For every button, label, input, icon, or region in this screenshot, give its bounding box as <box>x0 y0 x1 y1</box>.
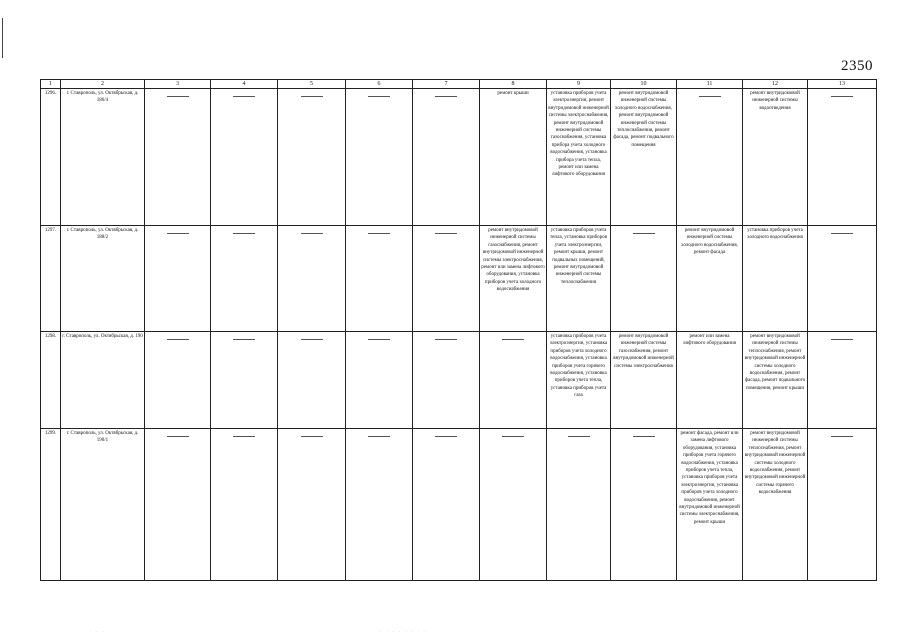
row-number: 1296. <box>41 89 61 226</box>
dash-mark <box>831 436 853 437</box>
header-cell: 9 <box>547 80 611 89</box>
empty-cell <box>346 89 413 226</box>
dash-mark <box>368 339 390 340</box>
empty-cell <box>413 226 480 332</box>
empty-cell <box>145 332 211 429</box>
dash-mark <box>831 96 853 97</box>
dash-mark <box>167 339 189 340</box>
dash-mark <box>301 339 323 340</box>
empty-cell <box>346 429 413 581</box>
header-cell: 13 <box>808 80 877 89</box>
empty-cell <box>145 226 211 332</box>
header-cell: 3 <box>145 80 211 89</box>
table-row <box>41 332 877 429</box>
header-cell: 4 <box>211 80 278 89</box>
dash-mark <box>167 436 189 437</box>
header-row <box>41 80 877 89</box>
empty-cell <box>413 429 480 581</box>
dash-mark <box>301 233 323 234</box>
empty-cell <box>547 429 611 581</box>
empty-cell <box>278 429 346 581</box>
dash-mark <box>233 96 255 97</box>
header-cell: 7 <box>413 80 480 89</box>
empty-cell <box>611 429 677 581</box>
scan-speckle: · · · · · · · · <box>380 629 428 634</box>
empty-cell <box>211 226 278 332</box>
header-cell: 5 <box>278 80 346 89</box>
dash-mark <box>699 96 721 97</box>
header-cell: 2 <box>61 80 145 89</box>
dash-mark <box>368 96 390 97</box>
works-cell: установка приборов учета электроэнергии, ремонт внутридомовой инженерной системы электроснабжения, ремонт внутридомовой инженерной системы газоснабжения, установка прибора учета холодного водоснабжения, установка прибора учета тепла, ремонт или замена лифтового оборудования <box>547 89 611 226</box>
empty-cell <box>211 89 278 226</box>
header-cell: 11 <box>677 80 743 89</box>
dash-mark <box>368 233 390 234</box>
works-cell: ремонт внутридомовой инженерной системы газоснабжения, ремонт внутридомовой инженерной системы электроснабжения, ремонт или замена лифтового оборудования, установка приборов учета холодного водоснабжения <box>480 226 547 332</box>
empty-cell <box>480 332 547 429</box>
works-cell: ремонт внутридомовой инженерной системы водоотведения <box>743 89 808 226</box>
works-cell: установка приборов учета тепла, установка приборов учета электроэнергии, ремонт крыши, ремонт подвальных помещений, ремонт внутридомовой инженерной системы теплоснабжения <box>547 226 611 332</box>
dash-mark <box>502 436 524 437</box>
empty-cell <box>677 89 743 226</box>
dash-mark <box>435 233 457 234</box>
works-cell: ремонт внутридомовой инженерной системы холодного водоснабжения, ремонт фасада <box>677 226 743 332</box>
dash-mark <box>233 436 255 437</box>
works-cell: ремонт внутридомовой инженерной системы холодного водоснабжения, ремонт внутридомовой инженерной системы теплоснабжения, ремонт фасада, ремонт подвального помещения <box>611 89 677 226</box>
page-number: 2350 <box>841 58 873 74</box>
dash-mark <box>633 233 655 234</box>
empty-cell <box>211 332 278 429</box>
address-cell: г. Ставрополь, ул. Октябрьская, д. 190/1 <box>61 429 145 581</box>
empty-cell <box>808 89 877 226</box>
dash-mark <box>502 339 524 340</box>
row-number: 1298. <box>41 332 61 429</box>
dash-mark <box>633 436 655 437</box>
works-cell: установка приборов учета электроэнергии, установка приборов учета холодного водоснабжения, установка приборов учета горячего водоснабжения, установка приборов учета тепла, установка приборов учета газа <box>547 332 611 429</box>
empty-cell <box>808 226 877 332</box>
works-cell: установка приборов учета холодного водоснабжения <box>743 226 808 332</box>
empty-cell <box>145 89 211 226</box>
header-cell: 8 <box>480 80 547 89</box>
row-number: 1297. <box>41 226 61 332</box>
works-cell: ремонт внутридомовой инженерной системы теплоснабжения, ремонт внутридомовой инженерной системы холодного водоснабжения, ремонт внутридомовой инженерной системы горячего водоснабжения <box>743 429 808 581</box>
empty-cell <box>278 89 346 226</box>
empty-cell <box>808 429 877 581</box>
dash-mark <box>831 233 853 234</box>
works-cell: ремонт или замена лифтового оборудования <box>677 332 743 429</box>
dash-mark <box>435 436 457 437</box>
dash-mark <box>368 436 390 437</box>
dash-mark <box>435 96 457 97</box>
empty-cell <box>480 429 547 581</box>
empty-cell <box>808 332 877 429</box>
dash-mark <box>233 339 255 340</box>
dash-mark <box>435 339 457 340</box>
row-number: 1299. <box>41 429 61 581</box>
dash-mark <box>568 436 590 437</box>
empty-cell <box>346 226 413 332</box>
header-cell: 1 <box>41 80 61 89</box>
header-cell: 12 <box>743 80 808 89</box>
empty-cell <box>413 89 480 226</box>
header-cell: 10 <box>611 80 677 89</box>
dash-mark <box>167 233 189 234</box>
empty-cell <box>611 226 677 332</box>
works-cell: ремонт фасада, ремонт или замена лифтового оборудования, установка приборов учета горячего водоснабжения, установка приборов учета тепла, установка приборов учета электроэнергии, установка приборов учета холодного водоснабжения, ремонт внутридомовой инженерной системы электроснабжения, ремонт крыши <box>677 429 743 581</box>
empty-cell <box>346 332 413 429</box>
margin-line <box>2 18 3 58</box>
table-row <box>41 89 877 226</box>
dash-mark <box>301 96 323 97</box>
empty-cell <box>413 332 480 429</box>
header-cell: 6 <box>346 80 413 89</box>
works-table <box>40 79 877 581</box>
address-cell: г. Ставрополь, ул. Октябрьская, д. 186/4 <box>61 89 145 226</box>
scan-speckle: · · · <box>90 629 106 634</box>
empty-cell <box>278 332 346 429</box>
works-cell: ремонт крыши <box>480 89 547 226</box>
empty-cell <box>211 429 278 581</box>
empty-cell <box>145 429 211 581</box>
table-row <box>41 429 877 581</box>
works-cell: ремонт внутридомовой инженерной системы газоснабжения, ремонт внутридомовой инженерной системы электроснабжения <box>611 332 677 429</box>
works-cell: ремонт внутридомовой инженерной системы теплоснабжения, ремонт внутридомовой инженерной системы холодного водоснабжения, ремонт фасада, ремонт подвального помещения, ремонт крыши <box>743 332 808 429</box>
dash-mark <box>831 339 853 340</box>
table-row <box>41 226 877 332</box>
empty-cell <box>278 226 346 332</box>
dash-mark <box>301 436 323 437</box>
dash-mark <box>233 233 255 234</box>
dash-mark <box>167 96 189 97</box>
address-cell: г. Ставрополь, ул. Октябрьская, д. 190 <box>61 332 145 429</box>
address-cell: г. Ставрополь, ул. Октябрьская, д. 188/2 <box>61 226 145 332</box>
